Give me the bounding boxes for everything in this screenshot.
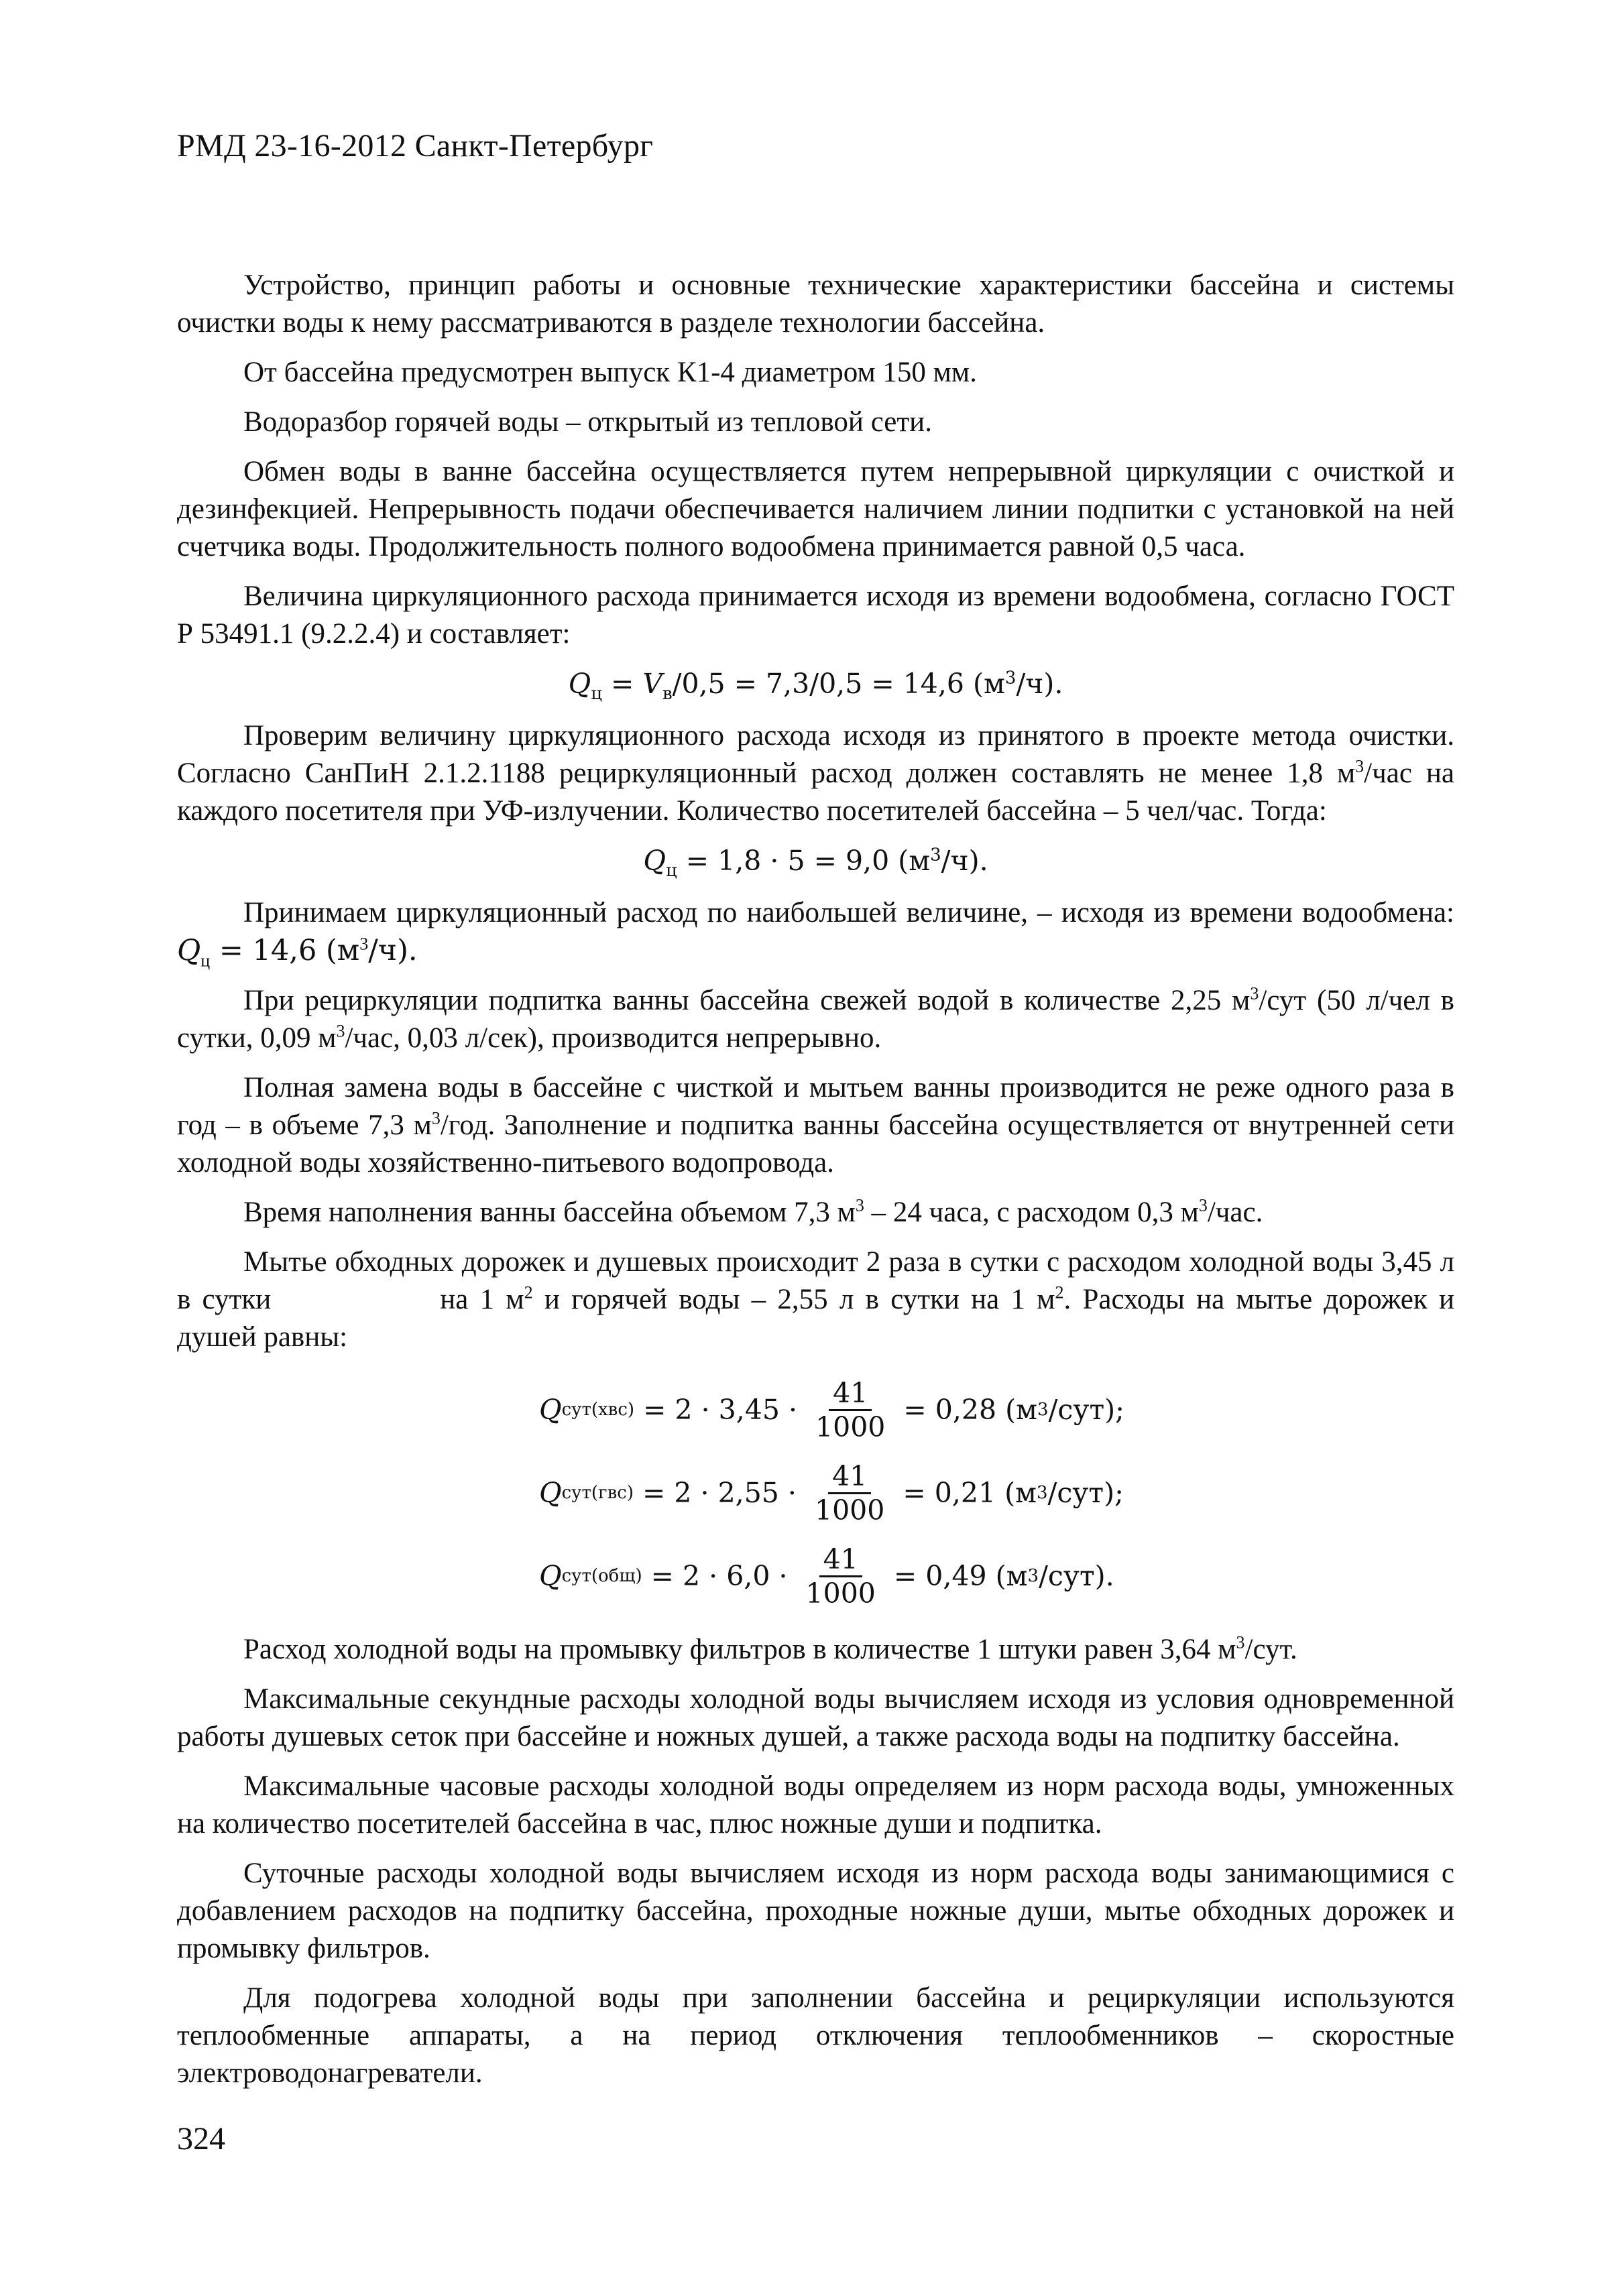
- eq-expression: = 0,28 (м: [894, 1394, 1038, 1426]
- eq-expression: = 1,8 · 5 = 9,0 (м: [677, 845, 931, 877]
- text-run: /сут.: [1244, 1634, 1297, 1665]
- eq-unit: /сут).: [1039, 1560, 1114, 1592]
- paragraph-6: [177, 717, 1454, 830]
- paragraph-2: От бассейна предусмотрен выпуск К1-4 диаметром 150 мм.: [243, 357, 977, 388]
- paragraph-4: Обмен воды в ванне бассейна осуществляется путем непрерывной циркуляции с очисткой и дезинфекцией. Непрерывность подачи обеспечивается наличием линии подпитки с установкой на ней счетчика воды. Продолжительность полного водообмена принимается равной 0,5 часа.: [177, 456, 1454, 562]
- text-run: /сут (50 л/чел в сутки, 0,09 м: [177, 985, 1454, 1054]
- paragraph-16: Для подогрева холодной воды при заполнении бассейна и рециркуляции используются теплообменные аппараты, а на период отключения теплообменников – скоростные электроводонагреватели.: [177, 1982, 1454, 2089]
- eq-superscript: 3: [930, 845, 941, 865]
- superscript: 3: [1355, 756, 1365, 776]
- paragraph-3: Водоразбор горячей воды – открытый из тепловой сети.: [243, 406, 932, 438]
- eq-subscript: ц: [666, 861, 677, 882]
- equation-cold-water: Q сут(хвс) = 2 · 3,45 · $\frac{41}{1000}$ = 0,28 (м 3 /сут);: [539, 1376, 1124, 1443]
- paragraph-5: Величина циркуляционного расхода принимается исходя из времени водообмена, согласно ГОСТ Р 53491.1 (9.2.2.4) и составляет:: [177, 581, 1454, 650]
- paragraph-13: Максимальные секундные расходы холодной воды вычисляем исходя из условия одновременной работы душевых сеток при бассейне и ножных душей, а также расхода воды на подпитку бассейна.: [177, 1683, 1454, 1752]
- eq-expression: /0,5 = 7,3/0,5 = 14,6 (м: [672, 668, 1005, 700]
- fraction-denominator: 1000: [805, 1577, 876, 1610]
- superscript: 3: [1198, 1195, 1208, 1215]
- equation-block-daily-flows: [539, 1368, 1454, 1618]
- text-run: Мытье обходных дорожек и душевых происходит 2 раза в сутки с расходом холодной воды 3,45 л в сутки: [177, 1246, 1454, 1315]
- text-run: Принимаем циркуляционный расход по наибольшей величине, – исходя из времени водообмена:: [243, 897, 1454, 928]
- paragraph-10: [177, 1194, 1454, 1231]
- text-run: При рециркуляции подпитка ванны бассейна свежей водой в количестве 2,25 м: [243, 985, 1251, 1016]
- superscript: 3: [855, 1195, 864, 1215]
- superscript: 2: [524, 1282, 533, 1303]
- fraction: [811, 1377, 889, 1443]
- paragraph-8: [177, 982, 1454, 1057]
- eq-expression: = 2 · 3,45 ·: [634, 1394, 807, 1426]
- eq-unit: /сут);: [1047, 1477, 1124, 1509]
- paragraph-1: Устройство, принцип работы и основные технические характеристики бассейна и системы очистки воды к нему рассматриваются в разделе технологии бассейна.: [177, 269, 1454, 339]
- paragraph-14: Максимальные часовые расходы холодной воды определяем из норм расхода воды, умноженных на количество посетителей бассейна в час, плюс ножные души и подпитка.: [177, 1770, 1454, 1839]
- equation-total: Q сут(общ) = 2 · 6,0 · $\frac{41}{1000}$ = 0,49 (м 3 /сут).: [539, 1543, 1114, 1610]
- fraction-denominator: 1000: [814, 1494, 885, 1526]
- text-run: на 1 м: [440, 1284, 524, 1315]
- superscript: 3: [336, 1021, 345, 1041]
- inline-symbol: Q: [177, 934, 201, 967]
- eq-symbol: Q: [539, 1477, 562, 1509]
- eq-expression: = 0,49 (м: [884, 1560, 1028, 1592]
- superscript: 3: [359, 934, 369, 954]
- text-run: . Расходы на мытье дорожек и душей равны:: [177, 1284, 1454, 1353]
- eq-unit: /ч).: [1016, 668, 1063, 700]
- text-run: /час, 0,03 л/сек), производится непрерывно.: [345, 1022, 882, 1054]
- fraction-numerator: 41: [819, 1543, 862, 1577]
- fraction: [802, 1543, 880, 1610]
- eq-superscript: 3: [1004, 668, 1017, 688]
- eq-expression: = 0,21 (м: [894, 1477, 1037, 1509]
- text-run: /час.: [1207, 1197, 1263, 1228]
- text-run: и горячей воды – 2,55 л в сутки на 1 м: [532, 1284, 1055, 1315]
- fraction-denominator: 1000: [815, 1410, 886, 1443]
- text-run: /год. Заполнение и подпитка ванны бассейна осуществляется от внутренней сети холодной воды хозяйственно-питьевого водопровода.: [177, 1109, 1454, 1179]
- paragraph-11: [177, 1244, 1454, 1356]
- subscript: ц: [200, 951, 211, 971]
- superscript: 3: [431, 1108, 441, 1128]
- paragraph-9: [177, 1069, 1454, 1182]
- fraction: [811, 1460, 888, 1526]
- eq-symbol: Q: [568, 668, 591, 700]
- equation-recirculation-flow: [177, 842, 1454, 880]
- paragraph-15: Суточные расходы холодной воды вычисляем исходя из норм расхода воды занимающимися с добавлением расходов на подпитку бассейна, проходные ножные души, мытье обходных дорожек и промывку фильтров.: [177, 1858, 1454, 1964]
- eq-unit: /ч).: [941, 845, 988, 877]
- eq-symbol: Q: [539, 1394, 562, 1426]
- text-run: Проверим величину циркуляционного расхода исходя из принятого в проекте метода очистки. Согласно СанПиН 2.1.2.1188 рециркуляционный расход должен составлять не менее 1,8 м: [177, 720, 1454, 789]
- equation-hot-water: Q сут(гвс) = 2 · 2,55 · $\frac{41}{1000}$ = 0,21 (м 3 /сут);: [539, 1459, 1124, 1526]
- eq-sign: =: [610, 668, 643, 700]
- document-body: [177, 267, 1454, 2104]
- equation-circulation-flow: [177, 665, 1454, 703]
- eq-expression: = 2 · 6,0 ·: [642, 1560, 797, 1592]
- eq-expression: = 2 · 2,55 ·: [633, 1477, 805, 1509]
- eq-unit: /сут);: [1048, 1394, 1124, 1426]
- superscript: 3: [1250, 983, 1259, 1004]
- text-run: /час на каждого посетителя при УФ-излучении. Количество посетителей бассейна – 5 чел/час. Тогда:: [177, 758, 1454, 827]
- eq-symbol: Q: [643, 845, 666, 877]
- superscript: 2: [1055, 1282, 1064, 1303]
- page-number: 324: [177, 2121, 225, 2157]
- text-run: = 14,6 (м: [210, 934, 360, 967]
- eq-symbol: Q: [539, 1560, 562, 1592]
- fraction-numerator: 41: [829, 1377, 872, 1411]
- eq-symbol: V: [642, 668, 662, 700]
- superscript: 3: [1236, 1632, 1245, 1652]
- eq-subscript: ц: [591, 684, 602, 705]
- document-header: РМД 23-16-2012 Санкт-Петербург: [177, 128, 654, 164]
- text-run: Время наполнения ванны бассейна объемом 7,3 м: [243, 1197, 856, 1228]
- text-run: Расход холодной воды на промывку фильтров в количестве 1 штуки равен 3,64 м: [243, 1634, 1236, 1665]
- text-run: /ч).: [368, 934, 418, 967]
- paragraph-12: [177, 1631, 1454, 1669]
- text-run: – 24 часа, с расходом 0,3 м: [864, 1197, 1199, 1228]
- paragraph-7: [177, 894, 1454, 970]
- eq-subscript: в: [662, 684, 673, 705]
- text-run: Полная замена воды в бассейне с чисткой и мытьем ванны производится не реже одного раза в год – в объеме 7,3 м: [177, 1072, 1454, 1141]
- fraction-numerator: 41: [828, 1460, 871, 1494]
